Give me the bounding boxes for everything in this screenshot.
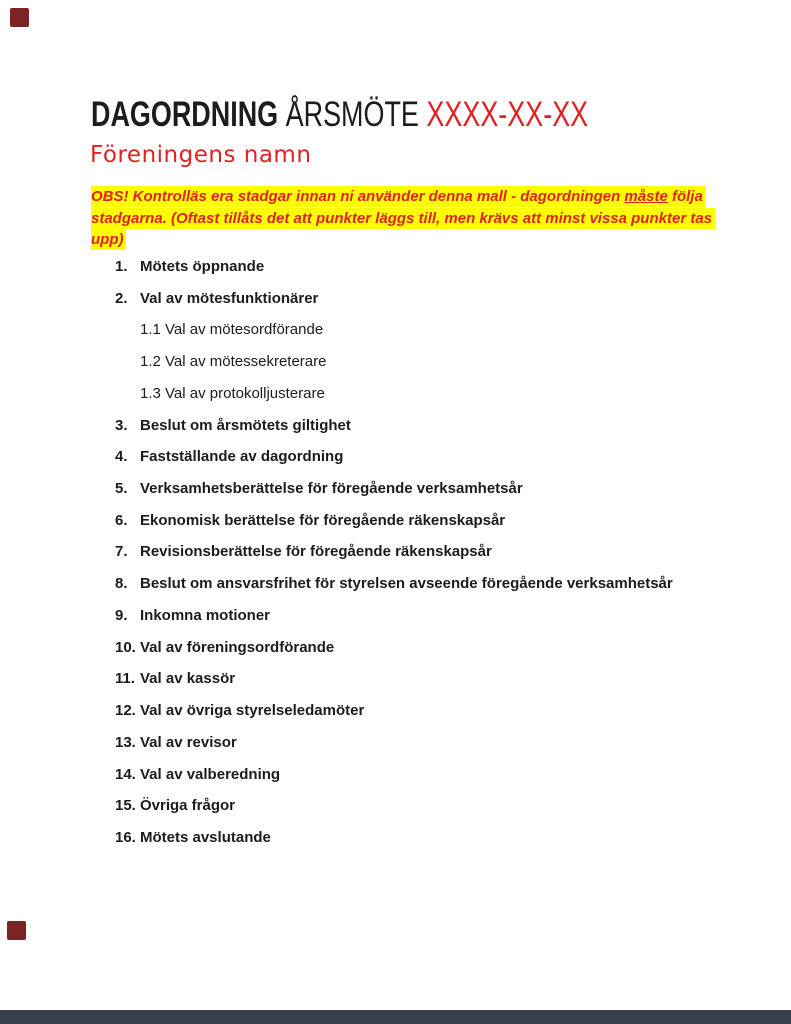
agenda-item-text: Val av föreningsordförande bbox=[140, 638, 335, 656]
bottom-bar bbox=[0, 1010, 791, 1024]
warning-line-1 bbox=[91, 186, 706, 207]
agenda-item-text: Fastställande av dagordning bbox=[140, 448, 344, 466]
agenda-item-text: 1.2 Val av mötessekreterare bbox=[140, 353, 327, 371]
agenda-item bbox=[115, 512, 735, 544]
agenda-item-number: 15. bbox=[115, 797, 136, 815]
agenda-item bbox=[115, 448, 735, 480]
agenda-item bbox=[115, 670, 735, 702]
agenda-item-text: Beslut om årsmötets giltighet bbox=[140, 416, 351, 434]
agenda-item-text: Mötets öppnande bbox=[140, 258, 265, 275]
agenda-item-text: Verksamhetsberättelse för föregående verksamhetsår bbox=[140, 480, 523, 498]
title-word-arsmote: ÅRSMÖTE bbox=[278, 95, 427, 134]
agenda-item-text: Revisionsberättelse för föregående räkenskapsår bbox=[140, 543, 492, 561]
agenda-item bbox=[115, 607, 735, 639]
warning-line-2: stadgarna. (Oftast tillåts det att punkter läggs till, men krävs att minst vissa punkter tas bbox=[91, 208, 715, 229]
agenda-item bbox=[115, 829, 735, 861]
agenda-item-number: 12. bbox=[115, 702, 136, 720]
agenda-item bbox=[115, 543, 735, 575]
agenda-item-text: Beslut om ansvarsfrihet för styrelsen avseende föregående verksamhetsår bbox=[140, 575, 673, 593]
association-name-subtitle: Föreningens namn bbox=[90, 142, 312, 168]
agenda-item bbox=[115, 702, 735, 734]
agenda-item bbox=[115, 353, 735, 385]
warning-word-maste-underlined: måste bbox=[624, 188, 668, 205]
agenda-item-number: 11. bbox=[115, 670, 136, 688]
agenda-item-text: Val av mötesfunktionärer bbox=[140, 289, 319, 307]
agenda-item-text: Val av revisor bbox=[140, 733, 237, 751]
warning-line-1-pre: OBS! Kontrolläs era stadgar innan ni använder denna mall - dagordningen bbox=[91, 188, 625, 205]
agenda-item bbox=[115, 575, 735, 607]
agenda-item-number: 14. bbox=[115, 765, 136, 783]
agenda-item-text: Inkomna motioner bbox=[140, 606, 271, 624]
red-marker-top-left bbox=[10, 8, 29, 27]
agenda-item-number: 5. bbox=[115, 480, 128, 498]
agenda-item-text: Ekonomisk berättelse för föregående räkenskapsår bbox=[140, 511, 506, 529]
red-marker-bottom-left bbox=[7, 921, 26, 940]
agenda-item-number: 10. bbox=[115, 638, 136, 656]
agenda-item-number: 4. bbox=[115, 448, 128, 466]
agenda-item-text: Övriga frågor bbox=[140, 797, 236, 815]
agenda-item bbox=[115, 734, 735, 766]
agenda-item-text: Val av valberedning bbox=[140, 765, 281, 783]
warning-line-3: upp) bbox=[91, 229, 126, 250]
agenda-item bbox=[115, 385, 735, 417]
agenda-item-text: Val av kassör bbox=[140, 670, 236, 688]
agenda-item bbox=[115, 290, 735, 322]
agenda-item-text: Val av övriga styrelseledamöter bbox=[140, 702, 365, 720]
warning-paragraph bbox=[91, 186, 731, 251]
agenda-item-number: 2. bbox=[115, 289, 128, 307]
warning-line-1-post: följa bbox=[667, 188, 703, 205]
agenda-item bbox=[115, 639, 735, 671]
agenda-item-number: 6. bbox=[115, 511, 128, 529]
agenda-item-number: 16. bbox=[115, 828, 136, 846]
agenda-item-number: 9. bbox=[115, 606, 128, 624]
agenda-item-text: 1.3 Val av protokolljusterare bbox=[140, 384, 325, 402]
agenda-item bbox=[115, 417, 735, 449]
title-word-dagordning: DAGORDNING bbox=[91, 95, 279, 134]
agenda-item bbox=[115, 766, 735, 798]
agenda-item-number: 3. bbox=[115, 416, 128, 434]
agenda-item bbox=[115, 321, 735, 353]
agenda-list bbox=[115, 258, 735, 861]
agenda-item-number: 7. bbox=[115, 543, 128, 561]
agenda-item-number: 13. bbox=[115, 733, 136, 751]
agenda-item-number: 1. bbox=[115, 258, 128, 275]
agenda-item-text: 1.1 Val av mötesordförande bbox=[140, 321, 324, 339]
agenda-item bbox=[115, 480, 735, 512]
title-date-placeholder: XXXX-XX-XX bbox=[426, 95, 589, 134]
agenda-item-number: 8. bbox=[115, 575, 128, 593]
agenda-item-text: Mötets avslutande bbox=[140, 828, 271, 846]
page-title bbox=[91, 97, 588, 132]
agenda-item bbox=[115, 258, 735, 290]
agenda-item bbox=[115, 797, 735, 829]
